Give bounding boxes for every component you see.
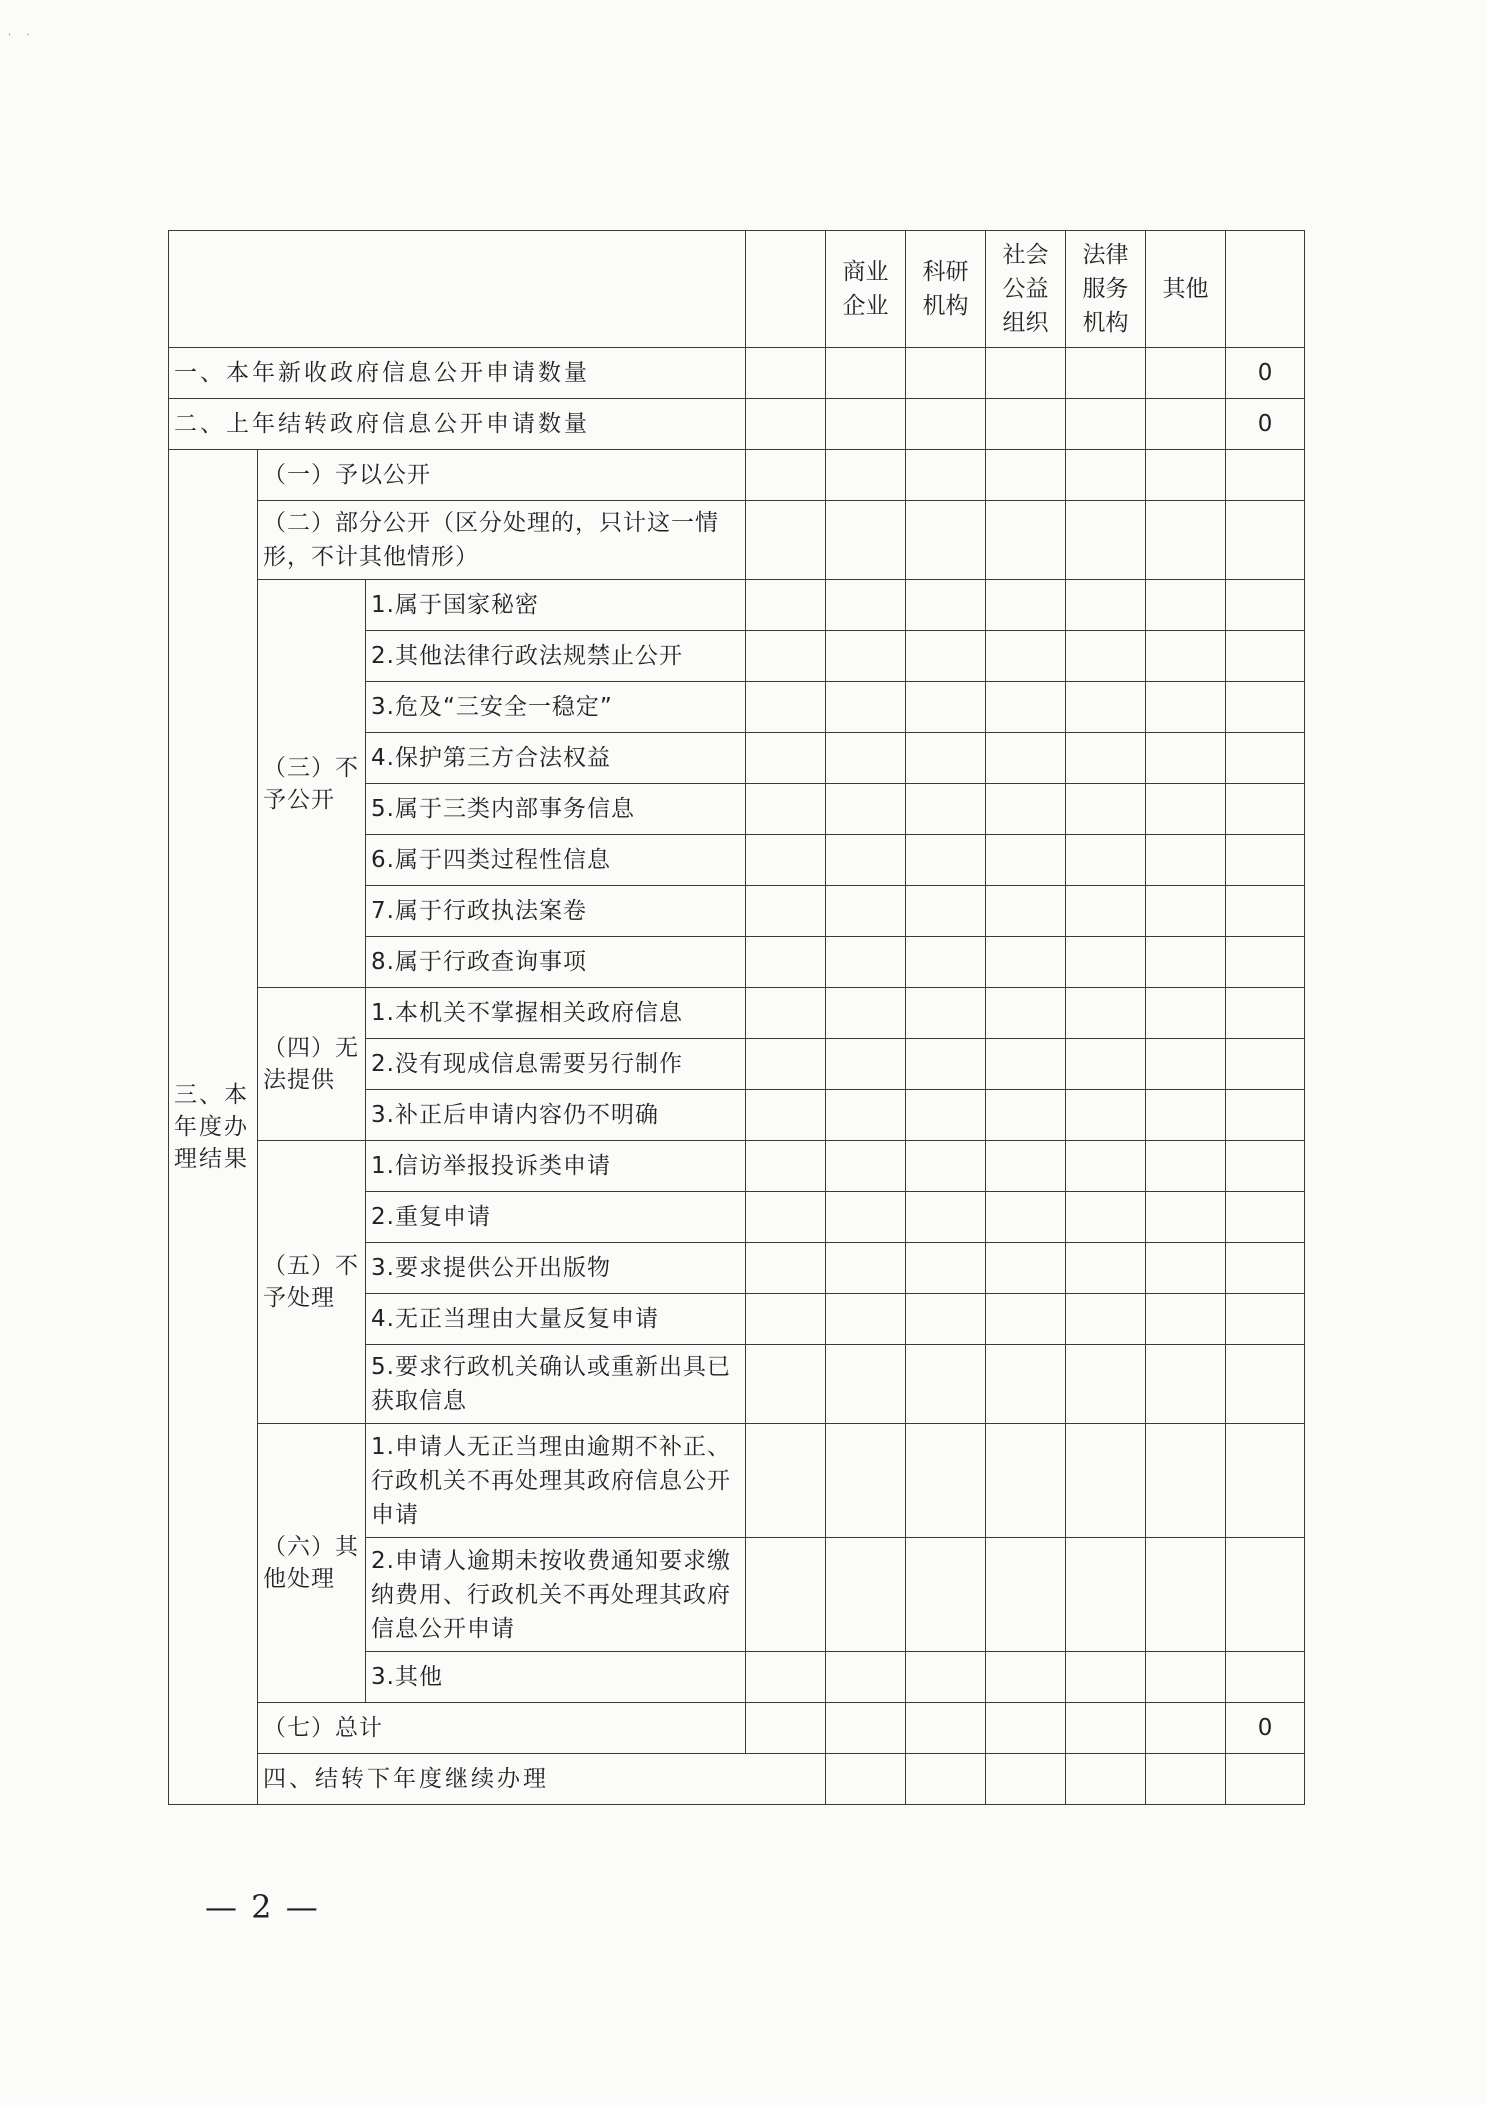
cell [1146, 1538, 1226, 1652]
cell [986, 937, 1066, 988]
row-label-carried-over: 二、上年结转政府信息公开申请数量 [169, 399, 746, 450]
cell [906, 450, 986, 501]
cell [1146, 1141, 1226, 1192]
cell [986, 348, 1066, 399]
subsection-6-label: （六）其 他处理 [258, 1424, 366, 1703]
cell [986, 501, 1066, 580]
cell [1066, 1652, 1146, 1703]
table-row [169, 348, 1305, 399]
cell [1066, 1192, 1146, 1243]
cell [906, 631, 986, 682]
cell [986, 1652, 1066, 1703]
cell [1226, 1652, 1305, 1703]
cell [986, 1039, 1066, 1090]
cell [906, 1703, 986, 1754]
cell [746, 988, 826, 1039]
table-row [169, 501, 1305, 580]
section-3-label: 三、本 年度办 理结果 [169, 450, 258, 1805]
item-label: 5.属于三类内部事务信息 [366, 784, 746, 835]
cell [906, 1039, 986, 1090]
cell [1066, 835, 1146, 886]
cell [1146, 1090, 1226, 1141]
cell [826, 988, 906, 1039]
cell [1066, 886, 1146, 937]
item-label: 1.申请人无正当理由逾期不补正、行政机关不再处理其政府信息公开申请 [366, 1424, 746, 1538]
cell [1146, 580, 1226, 631]
cell [1146, 348, 1226, 399]
cell [1146, 1754, 1226, 1805]
cell [1226, 1141, 1305, 1192]
cell [746, 580, 826, 631]
cell [1066, 937, 1146, 988]
cell [826, 631, 906, 682]
header-total [1226, 231, 1305, 348]
cell [1146, 1243, 1226, 1294]
cell [1066, 1294, 1146, 1345]
cell [746, 399, 826, 450]
cell [1226, 1192, 1305, 1243]
cell [1146, 886, 1226, 937]
cell [906, 1754, 986, 1805]
item-label: 8.属于行政查询事项 [366, 937, 746, 988]
cell [1226, 450, 1305, 501]
header-research [906, 231, 986, 348]
cell [1226, 1345, 1305, 1424]
cell [746, 835, 826, 886]
header-social [986, 231, 1066, 348]
cell [826, 1192, 906, 1243]
cell [1226, 501, 1305, 580]
item-label: 4.无正当理由大量反复申请 [366, 1294, 746, 1345]
cell [746, 631, 826, 682]
header-commercial-label: 商业 企业 [842, 259, 889, 319]
cell [1146, 631, 1226, 682]
cell [986, 784, 1066, 835]
cell [1066, 1141, 1146, 1192]
cell [1146, 450, 1226, 501]
cell [746, 937, 826, 988]
disclosure-statistics-table [168, 230, 1305, 1805]
cell [1066, 631, 1146, 682]
cell [826, 450, 906, 501]
header-natural-person-cell [746, 231, 826, 348]
cell [1066, 348, 1146, 399]
item-label: 2.没有现成信息需要另行制作 [366, 1039, 746, 1090]
cell [1226, 784, 1305, 835]
cell [826, 1141, 906, 1192]
cell [1066, 784, 1146, 835]
cell [1226, 886, 1305, 937]
cell [1066, 733, 1146, 784]
cell [1226, 1090, 1305, 1141]
cell [906, 988, 986, 1039]
cell [906, 1090, 986, 1141]
cell [906, 1538, 986, 1652]
header-legal-label: 法律 服务 机构 [1082, 242, 1129, 336]
cell [1146, 1652, 1226, 1703]
cell [746, 1345, 826, 1424]
cell [986, 1538, 1066, 1652]
cell [1226, 1039, 1305, 1090]
cell [906, 733, 986, 784]
cell [906, 835, 986, 886]
cell [1226, 835, 1305, 886]
cell [826, 1039, 906, 1090]
header-commercial [826, 231, 906, 348]
subsection-5-label: （五）不 予处理 [258, 1141, 366, 1424]
item-label: 1.本机关不掌握相关政府信息 [366, 988, 746, 1039]
cell [746, 886, 826, 937]
header-social-label: 社会 公益 组织 [1002, 242, 1049, 336]
cell [1146, 835, 1226, 886]
cell [1146, 1345, 1226, 1424]
cell [986, 886, 1066, 937]
cell [986, 1703, 1066, 1754]
cell [826, 1294, 906, 1345]
cell [746, 1192, 826, 1243]
cell [746, 1703, 826, 1754]
cell [746, 1294, 826, 1345]
cell [746, 1090, 826, 1141]
cell [746, 682, 826, 733]
table-row [169, 1754, 1305, 1805]
cell [746, 1039, 826, 1090]
cell [1226, 1294, 1305, 1345]
subsection-4-label: （四）无 法提供 [258, 988, 366, 1141]
cell [906, 1141, 986, 1192]
item-label: 1.信访举报投诉类申请 [366, 1141, 746, 1192]
cell [746, 1243, 826, 1294]
cell [826, 1703, 906, 1754]
cell [1066, 1538, 1146, 1652]
item-label: 2.重复申请 [366, 1192, 746, 1243]
header-other-label: 其他 [1162, 276, 1209, 302]
cell [1146, 501, 1226, 580]
cell [746, 1538, 826, 1652]
cell [1226, 1424, 1305, 1538]
scan-artifact: · · [8, 30, 36, 41]
cell [826, 733, 906, 784]
cell [1066, 988, 1146, 1039]
cell [906, 682, 986, 733]
cell [826, 886, 906, 937]
cell [1226, 580, 1305, 631]
subsection-3-label: （三）不 予公开 [258, 580, 366, 988]
cell [746, 501, 826, 580]
cell [826, 682, 906, 733]
table-row [169, 988, 1305, 1039]
cell [906, 1243, 986, 1294]
item-label: 2.其他法律行政法规禁止公开 [366, 631, 746, 682]
cell [746, 1424, 826, 1538]
cell [1066, 450, 1146, 501]
item-label: 3.补正后申请内容仍不明确 [366, 1090, 746, 1141]
cell [746, 784, 826, 835]
cell [1146, 1039, 1226, 1090]
cell [986, 733, 1066, 784]
cell [986, 682, 1066, 733]
cell [826, 1652, 906, 1703]
cell [906, 1652, 986, 1703]
cell [1066, 399, 1146, 450]
cell [1146, 1424, 1226, 1538]
cell [1146, 682, 1226, 733]
cell [826, 1538, 906, 1652]
row-label-total: （七）总计 [258, 1703, 746, 1754]
cell [826, 348, 906, 399]
row-label-disclosed: （一）予以公开 [258, 450, 746, 501]
cell [1226, 1538, 1305, 1652]
item-label: 7.属于行政执法案卷 [366, 886, 746, 937]
cell [1226, 1243, 1305, 1294]
item-label: 3.危及“三安全一稳定” [366, 682, 746, 733]
cell [1226, 631, 1305, 682]
cell [986, 1754, 1066, 1805]
cell [826, 1090, 906, 1141]
item-label: 3.要求提供公开出版物 [366, 1243, 746, 1294]
cell [986, 580, 1066, 631]
cell [906, 784, 986, 835]
cell [906, 937, 986, 988]
cell [826, 835, 906, 886]
cell [986, 1090, 1066, 1141]
cell [986, 1243, 1066, 1294]
cell [986, 1294, 1066, 1345]
cell [1146, 733, 1226, 784]
cell [826, 501, 906, 580]
cell [826, 1754, 906, 1805]
header-blank-cell [169, 231, 746, 348]
item-label: 1.属于国家秘密 [366, 580, 746, 631]
cell [1066, 682, 1146, 733]
table-row [169, 399, 1305, 450]
cell [1146, 937, 1226, 988]
cell [906, 501, 986, 580]
cell [1146, 1192, 1226, 1243]
total-value: 0 [1226, 1703, 1305, 1754]
cell [1226, 682, 1305, 733]
cell [746, 450, 826, 501]
cell [1226, 988, 1305, 1039]
cell [1066, 1090, 1146, 1141]
cell [1146, 1703, 1226, 1754]
cell [746, 348, 826, 399]
row-label-partially-disclosed: （二）部分公开（区分处理的，只计这一情形，不计其他情形） [258, 501, 746, 580]
cell [986, 450, 1066, 501]
cell [986, 1345, 1066, 1424]
cell [1226, 1754, 1305, 1805]
header-research-label: 科研 机构 [922, 259, 969, 319]
cell [986, 988, 1066, 1039]
cell [1066, 1039, 1146, 1090]
table-row [169, 450, 1305, 501]
cell [1066, 1243, 1146, 1294]
cell [1146, 784, 1226, 835]
cell [826, 1424, 906, 1538]
cell [986, 631, 1066, 682]
cell [826, 399, 906, 450]
table-row [169, 580, 1305, 631]
cell [906, 399, 986, 450]
cell [986, 1141, 1066, 1192]
row-label-carry-forward: 四、结转下年度继续办理 [258, 1754, 826, 1805]
item-label: 6.属于四类过程性信息 [366, 835, 746, 886]
cell [826, 1345, 906, 1424]
cell [986, 399, 1066, 450]
cell [1146, 1294, 1226, 1345]
cell [1066, 1345, 1146, 1424]
cell [746, 1141, 826, 1192]
cell [746, 1652, 826, 1703]
cell [1146, 988, 1226, 1039]
cell [906, 1424, 986, 1538]
cell [826, 937, 906, 988]
cell [906, 1192, 986, 1243]
item-label: 5.要求行政机关确认或重新出具已获取信息 [366, 1345, 746, 1424]
cell [1066, 1424, 1146, 1538]
cell [906, 348, 986, 399]
cell [1066, 501, 1146, 580]
cell [1066, 580, 1146, 631]
cell [986, 1424, 1066, 1538]
header-legal [1066, 231, 1146, 348]
total-value: 0 [1226, 348, 1305, 399]
item-label: 4.保护第三方合法权益 [366, 733, 746, 784]
cell [826, 580, 906, 631]
header-other [1146, 231, 1226, 348]
table-row [169, 1141, 1305, 1192]
total-value: 0 [1226, 399, 1305, 450]
cell [746, 733, 826, 784]
cell [1066, 1754, 1146, 1805]
table-row [169, 1703, 1305, 1754]
cell [1226, 733, 1305, 784]
cell [986, 835, 1066, 886]
page-number: — 2 — [205, 1888, 320, 1926]
cell [906, 1345, 986, 1424]
cell [826, 1243, 906, 1294]
cell [826, 784, 906, 835]
cell [1226, 937, 1305, 988]
cell [986, 1192, 1066, 1243]
cell [906, 1294, 986, 1345]
item-label: 2.申请人逾期未按收费通知要求缴纳费用、行政机关不再处理其政府信息公开申请 [366, 1538, 746, 1652]
cell [1146, 399, 1226, 450]
cell [1066, 1703, 1146, 1754]
cell [906, 580, 986, 631]
cell [906, 886, 986, 937]
table-row [169, 1424, 1305, 1538]
item-label: 3.其他 [366, 1652, 746, 1703]
header-row [169, 231, 1305, 348]
row-label-new-requests: 一、本年新收政府信息公开申请数量 [169, 348, 746, 399]
